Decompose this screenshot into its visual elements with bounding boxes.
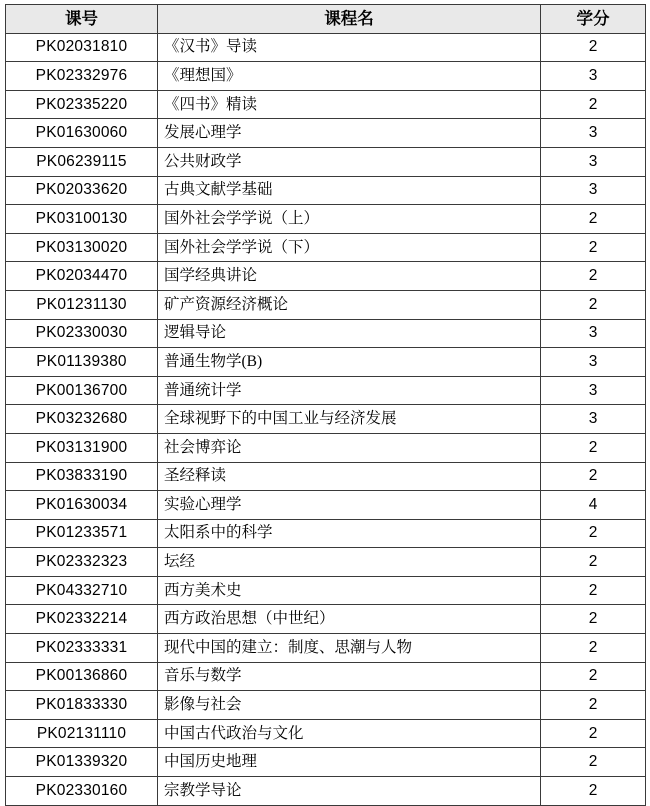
course-name-cell: 实验心理学 (158, 491, 541, 520)
course-credit-cell: 2 (541, 691, 646, 720)
course-name-cell: 矿产资源经济概论 (158, 290, 541, 319)
course-credit-cell: 2 (541, 462, 646, 491)
table-body (6, 33, 646, 805)
course-code-cell: PK02330030 (6, 319, 158, 348)
course-code-cell: PK02332976 (6, 62, 158, 91)
table-row (6, 576, 646, 605)
course-name-cell: 社会博弈论 (158, 433, 541, 462)
table-row (6, 719, 646, 748)
table-row (6, 33, 646, 62)
course-code-cell: PK02131110 (6, 719, 158, 748)
course-name-cell: 坛经 (158, 548, 541, 577)
table-row (6, 691, 646, 720)
course-name-cell: 中国历史地理 (158, 748, 541, 777)
course-code-cell: PK01139380 (6, 348, 158, 377)
course-credit-cell: 2 (541, 605, 646, 634)
course-credit-cell: 2 (541, 519, 646, 548)
course-table (5, 4, 646, 806)
course-name-cell: 宗教学导论 (158, 777, 541, 806)
table-row (6, 119, 646, 148)
course-code-cell: PK01630034 (6, 491, 158, 520)
table-row (6, 634, 646, 663)
course-code-cell: PK04332710 (6, 576, 158, 605)
course-credit-cell: 3 (541, 147, 646, 176)
course-name-cell: 国外社会学学说（下） (158, 233, 541, 262)
table-header-row (6, 5, 646, 34)
course-name-cell: 圣经释读 (158, 462, 541, 491)
course-name-cell: 全球视野下的中国工业与经济发展 (158, 405, 541, 434)
course-name-cell: 影像与社会 (158, 691, 541, 720)
column-header-code: 课号 (6, 5, 158, 34)
table-row (6, 205, 646, 234)
course-name-cell: 普通生物学(B) (158, 348, 541, 377)
course-name-cell: 现代中国的建立：制度、思潮与人物 (158, 634, 541, 663)
table-row (6, 748, 646, 777)
course-name-cell: 公共财政学 (158, 147, 541, 176)
table-row (6, 662, 646, 691)
table-row (6, 376, 646, 405)
course-credit-cell: 3 (541, 62, 646, 91)
table-row (6, 405, 646, 434)
course-credit-cell: 2 (541, 777, 646, 806)
course-code-cell: PK01339320 (6, 748, 158, 777)
course-code-cell: PK02332214 (6, 605, 158, 634)
table-header (6, 5, 646, 34)
course-code-cell: PK03833190 (6, 462, 158, 491)
course-credit-cell: 2 (541, 576, 646, 605)
course-code-cell: PK00136860 (6, 662, 158, 691)
course-credit-cell: 3 (541, 119, 646, 148)
course-credit-cell: 3 (541, 348, 646, 377)
course-credit-cell: 3 (541, 405, 646, 434)
course-credit-cell: 2 (541, 662, 646, 691)
course-code-cell: PK03130020 (6, 233, 158, 262)
table-row (6, 90, 646, 119)
course-code-cell: PK00136700 (6, 376, 158, 405)
course-credit-cell: 2 (541, 290, 646, 319)
course-credit-cell: 2 (541, 719, 646, 748)
table-row (6, 462, 646, 491)
course-code-cell: PK02330160 (6, 777, 158, 806)
course-name-cell: 太阳系中的科学 (158, 519, 541, 548)
course-name-cell: 逻辑导论 (158, 319, 541, 348)
course-name-cell: 国外社会学学说（上） (158, 205, 541, 234)
course-name-cell: 《四书》精读 (158, 90, 541, 119)
course-code-cell: PK01630060 (6, 119, 158, 148)
course-credit-cell: 3 (541, 176, 646, 205)
table-row (6, 548, 646, 577)
course-credit-cell: 4 (541, 491, 646, 520)
course-code-cell: PK02033620 (6, 176, 158, 205)
table-row (6, 290, 646, 319)
course-name-cell: 西方政治思想（中世纪） (158, 605, 541, 634)
course-credit-cell: 3 (541, 319, 646, 348)
table-row (6, 348, 646, 377)
course-code-cell: PK02332323 (6, 548, 158, 577)
course-name-cell: 《汉书》导读 (158, 33, 541, 62)
course-credit-cell: 2 (541, 433, 646, 462)
course-credit-cell: 2 (541, 90, 646, 119)
course-name-cell: 古典文献学基础 (158, 176, 541, 205)
course-name-cell: 《理想国》 (158, 62, 541, 91)
course-credit-cell: 2 (541, 634, 646, 663)
course-code-cell: PK02031810 (6, 33, 158, 62)
course-code-cell: PK02333331 (6, 634, 158, 663)
table-row (6, 262, 646, 291)
table-row (6, 147, 646, 176)
table-row (6, 176, 646, 205)
course-credit-cell: 2 (541, 233, 646, 262)
course-name-cell: 中国古代政治与文化 (158, 719, 541, 748)
course-code-cell: PK01833330 (6, 691, 158, 720)
course-name-cell: 发展心理学 (158, 119, 541, 148)
course-code-cell: PK03131900 (6, 433, 158, 462)
table-row (6, 319, 646, 348)
course-code-cell: PK01233571 (6, 519, 158, 548)
course-credit-cell: 2 (541, 548, 646, 577)
course-code-cell: PK02034470 (6, 262, 158, 291)
table-row (6, 605, 646, 634)
course-credit-cell: 2 (541, 748, 646, 777)
course-credit-cell: 2 (541, 262, 646, 291)
course-credit-cell: 2 (541, 33, 646, 62)
course-code-cell: PK01231130 (6, 290, 158, 319)
course-name-cell: 普通统计学 (158, 376, 541, 405)
course-code-cell: PK02335220 (6, 90, 158, 119)
table-row (6, 519, 646, 548)
course-code-cell: PK03100130 (6, 205, 158, 234)
course-name-cell: 西方美术史 (158, 576, 541, 605)
table-row (6, 233, 646, 262)
table-row (6, 777, 646, 806)
table-row (6, 491, 646, 520)
course-code-cell: PK06239115 (6, 147, 158, 176)
table-row (6, 62, 646, 91)
course-name-cell: 音乐与数学 (158, 662, 541, 691)
column-header-name: 课程名 (158, 5, 541, 34)
course-credit-cell: 2 (541, 205, 646, 234)
course-name-cell: 国学经典讲论 (158, 262, 541, 291)
course-credit-cell: 3 (541, 376, 646, 405)
table-row (6, 433, 646, 462)
course-code-cell: PK03232680 (6, 405, 158, 434)
column-header-credit: 学分 (541, 5, 646, 34)
